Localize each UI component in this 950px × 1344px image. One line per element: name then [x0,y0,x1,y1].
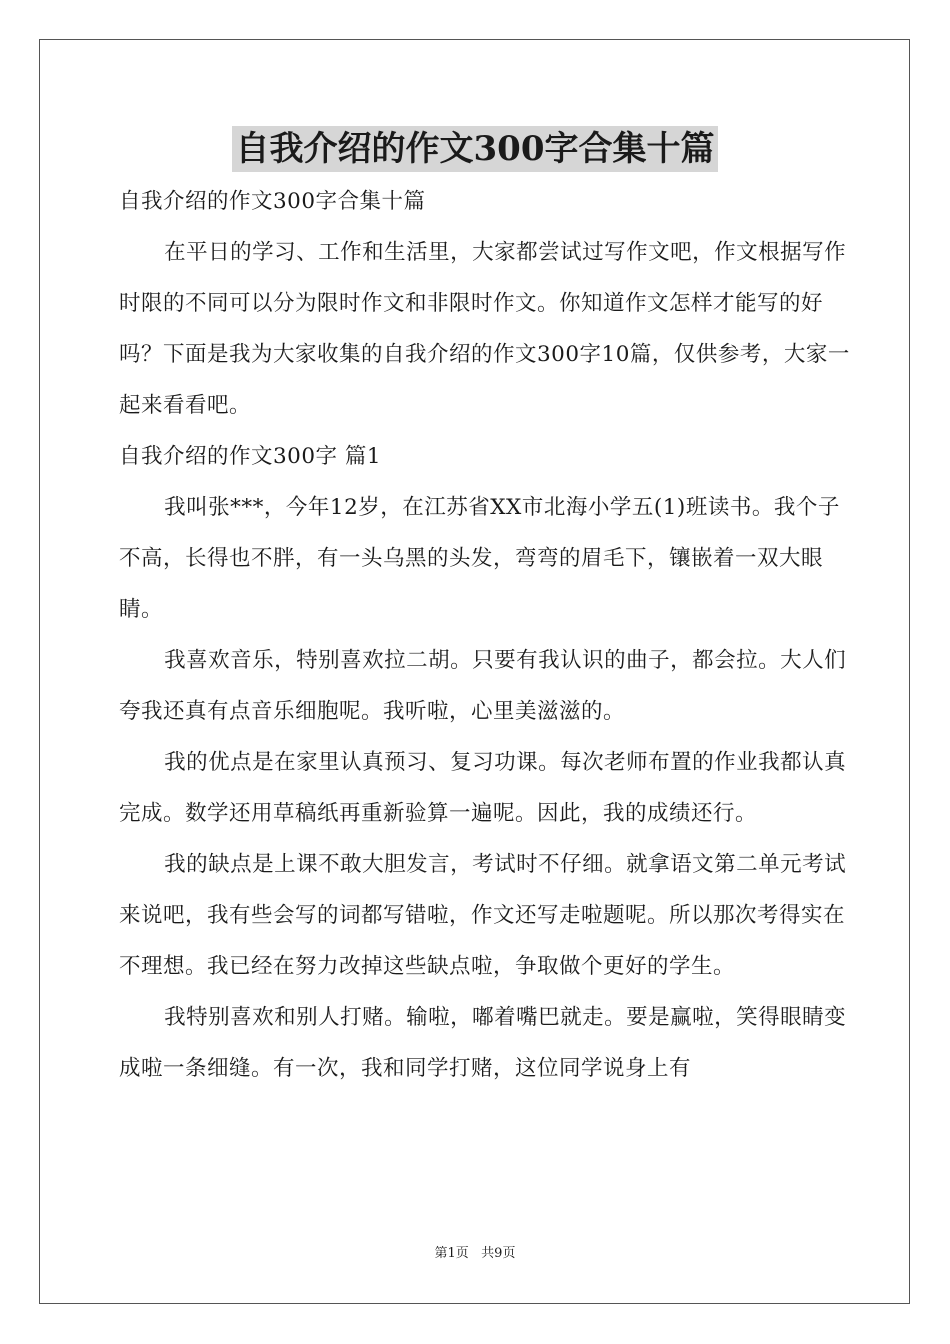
page-footer: 第1页 共9页 [434,1246,516,1261]
document-title-text: 自我介绍的作文300字合集十篇 [232,126,719,172]
paragraph: 我叫张***，今年12岁，在江苏省XX市北海小学五(1)班读书。我个子不高，长得也不胖，有一头乌黑的头发，弯弯的眉毛下，镶嵌着一双大眼睛。 [119,495,840,622]
document-title [0,126,950,172]
section-heading: 自我介绍的作文300字 篇1 [119,444,382,469]
paragraph: 自我介绍的作文300字合集十篇 [119,189,426,214]
paragraph: 我的优点是在家里认真预习、复习功课。每次老师布置的作业我都认真完成。数学还用草稿纸再重新验算一遍呢。因此，我的成绩还行。 [119,750,847,826]
paragraph: 我的缺点是上课不敢大胆发言，考试时不仔细。就拿语文第二单元考试来说吧，我有些会写的词都写错啦，作文还写走啦题呢。所以那次考得实在不理想。我已经在努力改掉这些缺点啦，争取做个更好的学生。 [119,852,847,979]
document-body [119,176,854,1094]
paragraph: 我特别喜欢和别人打赌。输啦，嘟着嘴巴就走。要是赢啦，笑得眼睛变成啦一条细缝。有一次，我和同学打赌，这位同学说身上有 [119,1005,847,1081]
paragraph: 我喜欢音乐，特别喜欢拉二胡。只要有我认识的曲子，都会拉。大人们夸我还真有点音乐细胞呢。我听啦，心里美滋滋的。 [119,648,847,724]
paragraph: 在平日的学习、工作和生活里，大家都尝试过写作文吧，作文根据写作时限的不同可以分为限时作文和非限时作文。你知道作文怎样才能写的好吗？下面是我为大家收集的自我介绍的作文300字10篇，仅供参考，大家一起来看看吧。 [119,240,850,418]
